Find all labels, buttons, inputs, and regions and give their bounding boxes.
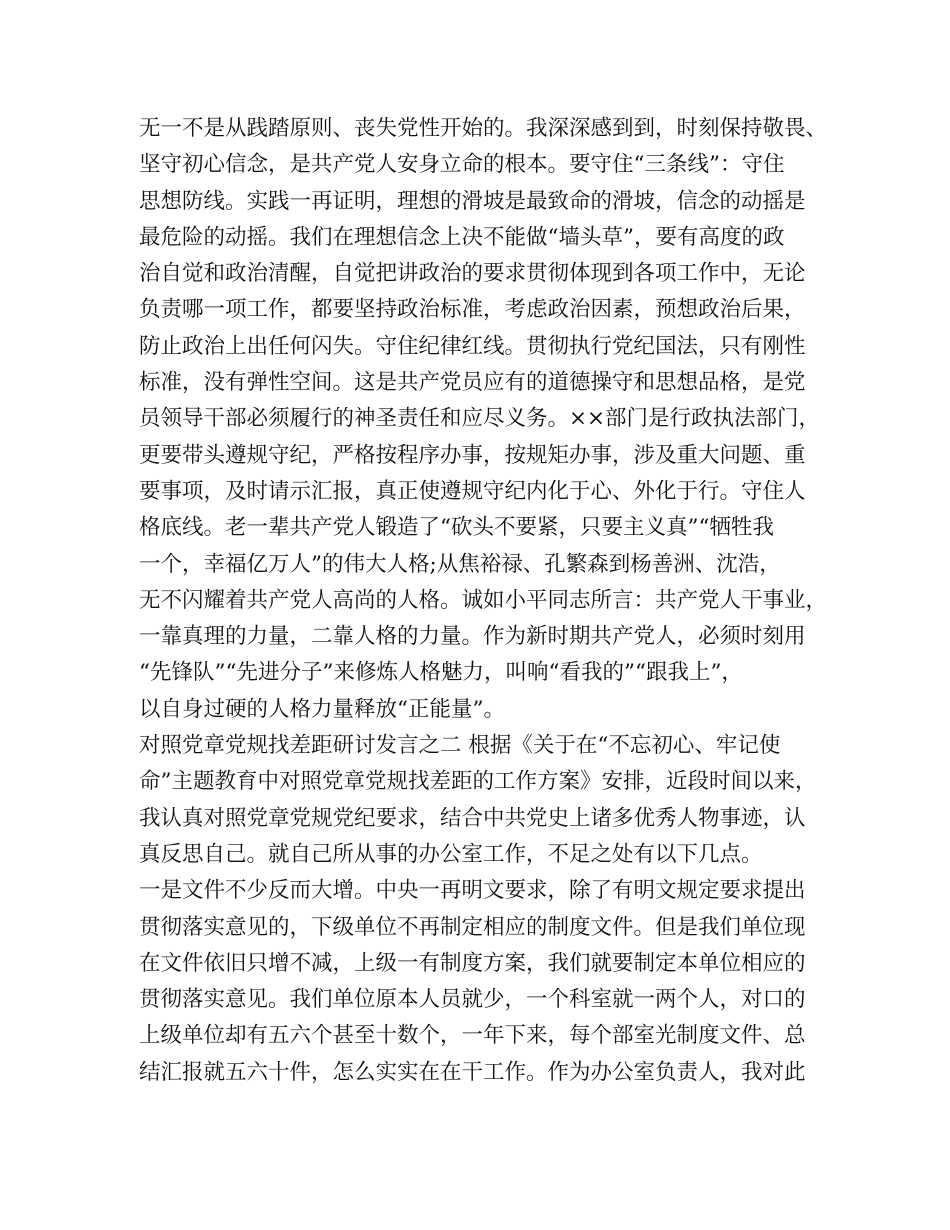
text-line: 员领导干部必须履行的神圣责任和应尽义务。××部门是行政执法部门， xyxy=(139,406,821,432)
text-line: 贯彻落实意见。我们单位原本人员就少，一个科室就一两个人，对口的 xyxy=(139,987,806,1013)
text-line: 上级单位却有五六个甚至十数个，一年下来，每个部室光制度文件、总 xyxy=(139,1023,806,1049)
text-line: 对照党章党规找差距研讨发言之二 根据《关于在“不忘初心、牢记使 xyxy=(139,733,781,759)
text-line: 坚守初心信念，是共产党人安身立命的根本。要守住“三条线”：守住 xyxy=(139,152,785,178)
text-line: 最危险的动摇。我们在理想信念上决不能做“墙头草”，要有高度的政 xyxy=(139,224,785,250)
text-line: 一是文件不少反而大增。中央一再明文要求，除了有明文规定要求提出 xyxy=(139,878,806,904)
text-line: 要事项，及时请示汇报，真正使遵规守纪内化于心、外化于行。守住人 xyxy=(139,478,806,504)
text-line: 以自身过硬的人格力量释放“正能量”。 xyxy=(139,696,505,722)
text-line: 标准，没有弹性空间。这是共产党员应有的道德操守和思想品格，是党 xyxy=(139,370,806,396)
text-line: 一个，幸福亿万人”的伟大人格;从焦裕禄、孔繁森到杨善洲、沈浩， xyxy=(139,551,781,577)
text-line: 命”主题教育中对照党章党规找差距的工作方案》安排，近段时间以来， xyxy=(139,769,817,795)
text-line: 负责哪一项工作，都要坚持政治标准，考虑政治因素，预想政治后果， xyxy=(139,297,806,323)
text-line: 更要带头遵规守纪，严格按程序办事，按规矩办事，涉及重大问题、重 xyxy=(139,442,806,468)
text-line: 真反思自己。就自己所从事的办公室工作，不足之处有以下几点。 xyxy=(139,841,763,867)
text-line: 思想防线。实践一再证明，理想的滑坡是最致命的滑坡，信念的动摇是 xyxy=(139,188,806,214)
body-text xyxy=(139,111,839,1091)
text-line: 无一不是从践踏原则、丧失党性开始的。我深深感到到，时刻保持敬畏、 xyxy=(139,116,828,141)
text-line: 无不闪耀着共产党人高尚的人格。诚如小平同志所言：共产党人干事业， xyxy=(139,587,828,613)
text-line: 一靠真理的力量，二靠人格的力量。作为新时期共产党人，必须时刻用 xyxy=(139,624,806,650)
text-line: 防止政治上出任何闪失。守住纪律红线。贯彻执行党纪国法，只有刚性 xyxy=(139,333,806,359)
text-line: “先锋队”“先进分子”来修炼人格魅力，叫响“看我的”“跟我上”， xyxy=(139,660,743,686)
text-line: 贯彻落实意见的，下级单位不再制定相应的制度文件。但是我们单位现 xyxy=(139,914,806,940)
text-line: 结汇报就五六十件，怎么实实在在干工作。作为办公室负责人，我对此 xyxy=(139,1059,806,1085)
text-line: 格底线。老一辈共产党人锻造了“砍头不要紧，只要主义真”“牺牲我 xyxy=(139,515,774,541)
text-line: 治自觉和政治清醒，自觉把讲政治的要求贯彻体现到各项工作中，无论 xyxy=(139,261,806,287)
text-line: 在文件依旧只增不减，上级一有制度方案，我们就要制定本单位相应的 xyxy=(139,950,806,976)
text-line: 我认真对照党章党规党纪要求，结合中共党史上诸多优秀人物事迹，认 xyxy=(139,805,806,831)
